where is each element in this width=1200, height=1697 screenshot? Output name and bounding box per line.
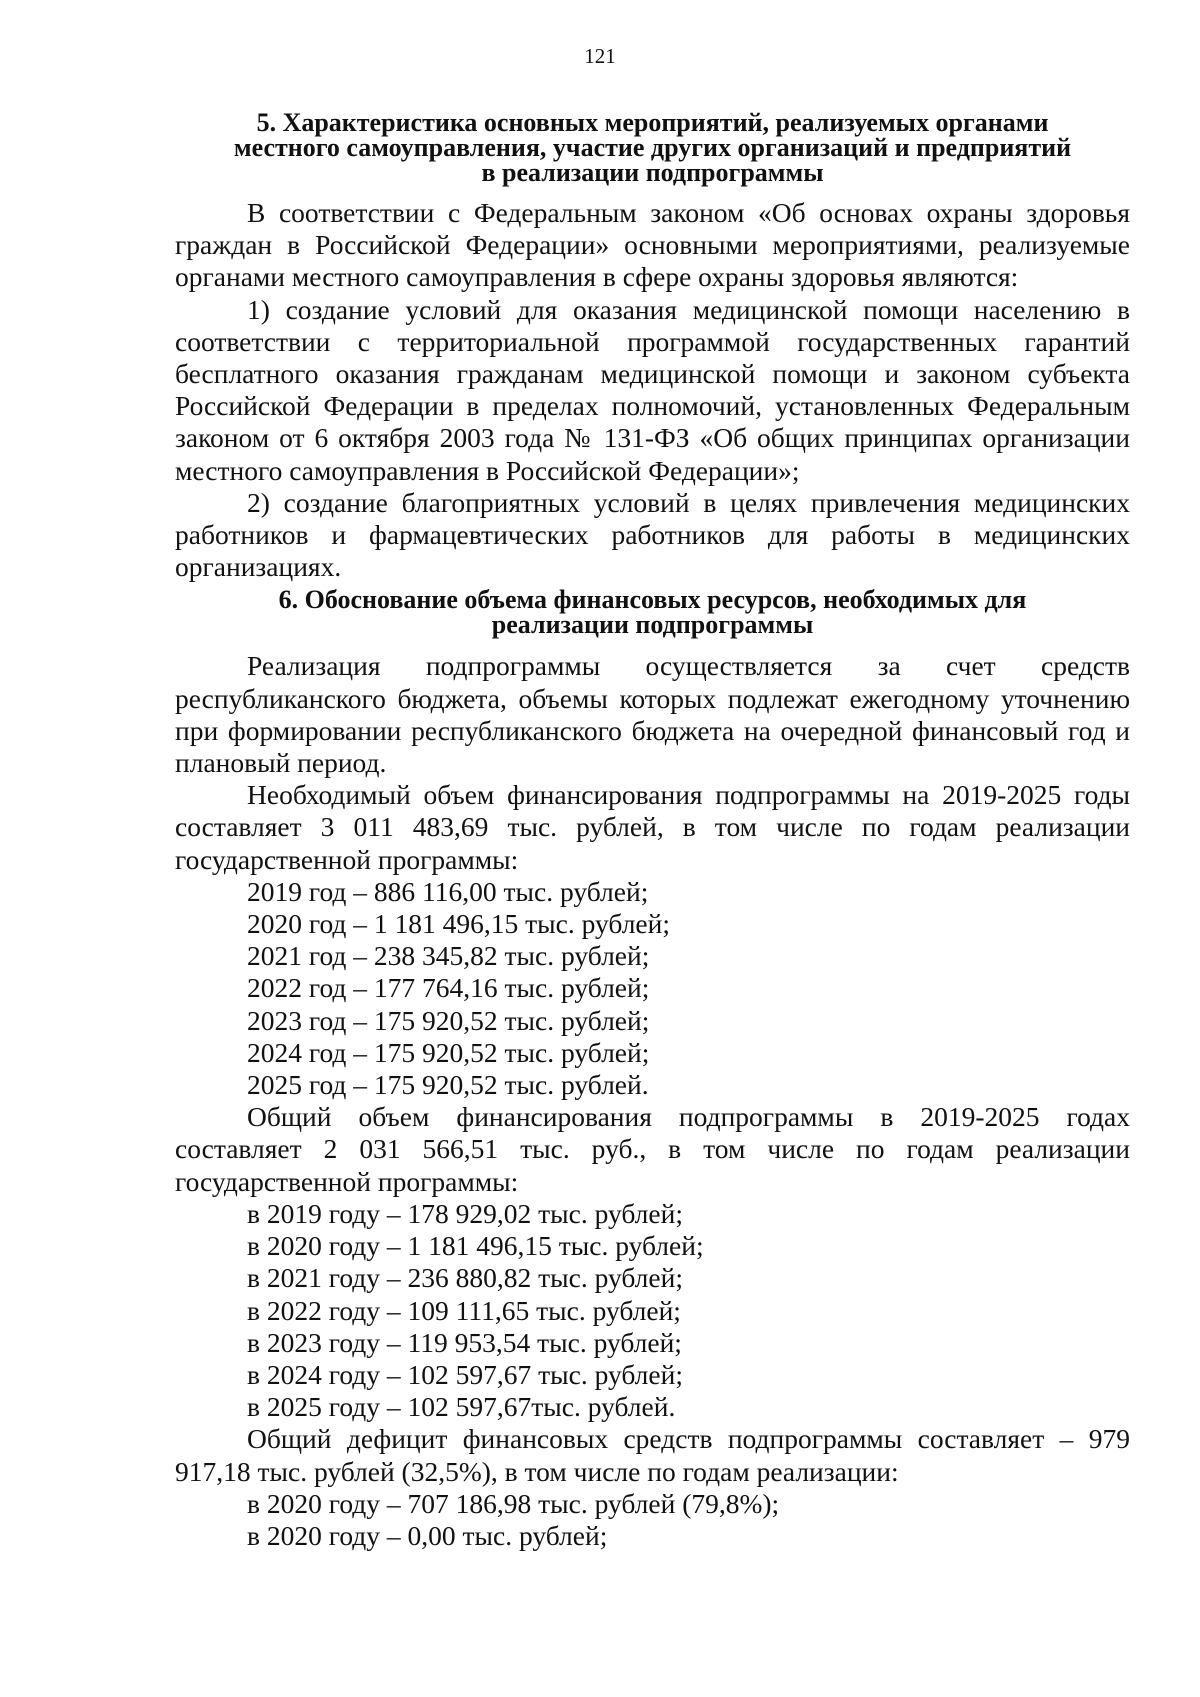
list-item: 2021 год – 238 345,82 тыс. рублей; [247, 940, 650, 972]
section-6-funding-source-paragraph: Реализация подпрограммы осуществляется за счет средств республиканского бюджета, объемы которых подлежат ежегодному уточнению при формировании республиканского бюджета на очередной финансовый год и плановый период. [175, 650, 1130, 779]
section-5-heading-line: местного самоуправления, участие других организаций и предприятий [233, 133, 1072, 162]
list-item: 2024 год – 175 920,52 тыс. рублей; [247, 1036, 650, 1068]
section-6-deficit-paragraph: Общий дефицит финансовых средств подпрограммы составляет – 979 917,18 тыс. рублей (32,5%), в том числе по годам реализации: [175, 1423, 1130, 1487]
list-item: в 2022 году – 109 111,65 тыс. рублей; [247, 1294, 681, 1326]
list-item: 2022 год – 177 764,16 тыс. рублей; [247, 972, 650, 1004]
section-5-intro-paragraph: В соответствии с Федеральным законом «Об основах охраны здоровья граждан в Российской Федерации» основными мероприятиями, реализуемые органами местного самоуправления в сфере охраны здоровья являются: [175, 197, 1130, 293]
list-item: в 2021 году – 236 880,82 тыс. рублей; [247, 1262, 683, 1294]
section-5-item-1: 1) создание условий для оказания медицинской помощи населению в соответствии с территориальной программой государственных гарантий бесплатного оказания гражданам медицинской помощи и законом субъекта Российской Федерации в пределах полномочий, установленных Федеральным законом от 6 октября 2003 года № 131-ФЗ «Об общих принципах организации местного самоуправления в Российской Федерации»; [175, 293, 1130, 486]
section-5-heading-line: в реализации подпрограммы [481, 158, 824, 187]
list-item: в 2023 году – 119 953,54 тыс. рублей; [247, 1326, 682, 1358]
list-item: 2019 год – 886 116,00 тыс. рублей; [247, 875, 649, 907]
list-item: в 2020 году – 1 181 496,15 тыс. рублей; [247, 1230, 704, 1262]
section-6-required-funding-paragraph: Необходимый объем финансирования подпрограммы на 2019-2025 годы составляет 3 011 483,69 тыс. рублей, в том числе по годам реализации государственной программы: [175, 779, 1130, 875]
page-number: 121 [584, 44, 616, 68]
list-item: 2020 год – 1 181 496,15 тыс. рублей; [247, 908, 670, 940]
list-item: 2025 год – 175 920,52 тыс. рублей. [247, 1069, 649, 1101]
list-item: в 2020 году – 0,00 тыс. рублей; [247, 1519, 608, 1551]
list-item: в 2024 году – 102 597,67 тыс. рублей; [247, 1358, 683, 1390]
total-funding-list [175, 1198, 1130, 1423]
section-6-heading-line: реализации подпрограммы [491, 610, 814, 640]
list-item: 2023 год – 175 920,52 тыс. рублей; [247, 1004, 650, 1036]
deficit-list [175, 1488, 1130, 1552]
section-5-heading [175, 110, 1130, 185]
section-6-heading [175, 585, 1130, 640]
section-5-heading-line: 5. Характеристика основных мероприятий, реализуемых органами [256, 108, 1049, 137]
page-content [175, 110, 1130, 1552]
section-6-heading-line: 6. Обоснование объема финансовых ресурсов, необходимых для [278, 585, 1027, 615]
list-item: в 2025 году – 102 597,67тыс. рублей. [247, 1391, 676, 1423]
required-funding-list [175, 876, 1130, 1101]
section-6-total-funding-paragraph: Общий объем финансирования подпрограммы в 2019-2025 годах составляет 2 031 566,51 тыс. руб., в том числе по годам реализации государственной программы: [175, 1101, 1130, 1197]
section-5-item-2: 2) создание благоприятных условий в целях привлечения медицинских работников и фармацевтических работников для работы в медицинских организациях. [175, 486, 1130, 583]
list-item: в 2019 году – 178 929,02 тыс. рублей; [247, 1197, 683, 1229]
list-item: в 2020 году – 707 186,98 тыс. рублей (79,8%); [247, 1487, 780, 1519]
